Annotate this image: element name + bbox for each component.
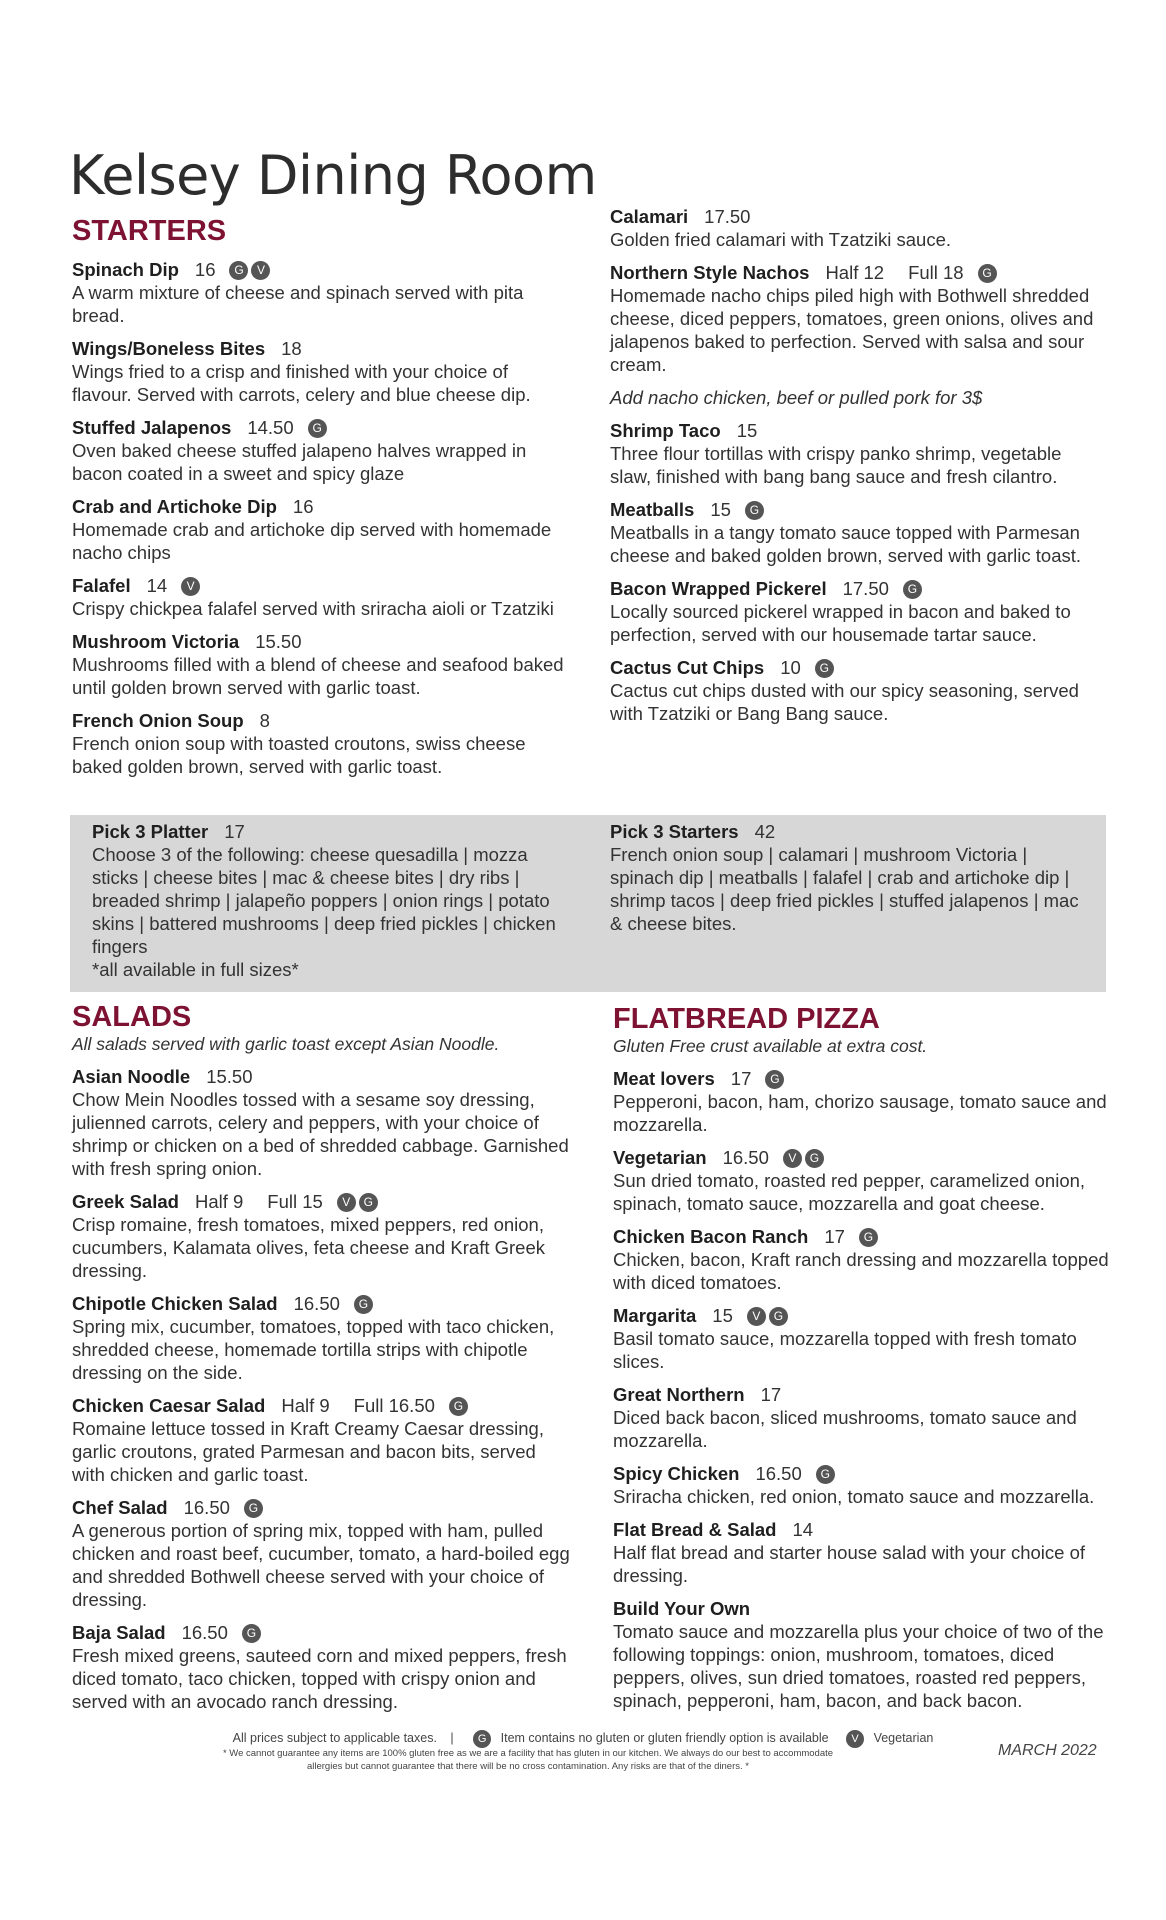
gluten-free-badge-icon: G — [449, 1397, 468, 1416]
menu-item-header — [72, 1394, 572, 1417]
menu-item-description: Crispy chickpea falafel served with sriracha aioli or Tzatziki — [72, 598, 554, 619]
menu-item-description: Fresh mixed greens, sauteed corn and mixed peppers, fresh diced tomato, taco chicken, topped with crispy onion and served with an avocado ranch dressing. — [72, 1645, 567, 1712]
menu-item-description: A generous portion of spring mix, topped with ham, pulled chicken and roast beef, cucumber, tomato, a hard-boiled egg and shredded Bothwell cheese served with your choice of dressing. — [72, 1520, 570, 1610]
footer-disclaimer-1: * We cannot guarantee any items are 100% gluten free as we are a facility that has gluten in our kitchen. We always do our best to accommodate — [222, 1748, 834, 1759]
menu-item-name: Flat Bread & Salad — [613, 1519, 777, 1540]
gluten-free-badge-icon: G — [359, 1193, 378, 1212]
menu-item-price: 8 — [259, 710, 270, 731]
menu-item-price: 14 — [792, 1519, 814, 1540]
menu-item — [72, 1190, 572, 1282]
menu-item-name: Crab and Artichoke Dip — [72, 496, 277, 517]
menu-item-description: Meatballs in a tangy tomato sauce topped with Parmesan cheese and baked golden brown, served with garlic toast. — [610, 522, 1082, 566]
menu-item-price: Half 12 — [825, 262, 885, 283]
menu-item-description: Chicken, bacon, Kraft ranch dressing and mozzarella topped with diced tomatoes. — [613, 1249, 1109, 1293]
menu-item-header — [72, 574, 572, 597]
menu-item-price: 16 — [292, 496, 314, 517]
page-title: Kelsey Dining Room — [69, 144, 597, 207]
menu-item-header — [72, 1621, 572, 1644]
menu-item-name: Margarita — [613, 1305, 697, 1326]
menu-item-header — [613, 1225, 1113, 1248]
menu-item-header — [72, 416, 572, 439]
menu-item-description: Chow Mein Noodles tossed with a sesame soy dressing, julienned carrots, celery and peppers, with your choice of shrimp or chicken on a bed of shredded cabbage. Garnished with fresh spring onion. — [72, 1089, 569, 1179]
menu-item — [72, 709, 572, 778]
gluten-free-badge-icon: G — [815, 659, 834, 678]
menu-item-price: 16.50 — [755, 1463, 802, 1484]
gluten-free-badge-icon: G — [816, 1465, 835, 1484]
menu-item-name: Meatballs — [610, 499, 695, 520]
menu-item-name: Calamari — [610, 206, 689, 227]
menu-item — [610, 498, 1100, 567]
menu-item — [72, 1496, 572, 1611]
menu-item-price: 16 — [194, 259, 216, 280]
menu-item-price: 15 — [710, 499, 731, 520]
vegetarian-badge-icon: V — [846, 1730, 864, 1748]
menu-item-description: Sun dried tomato, roasted red pepper, caramelized onion, spinach, tomato sauce, mozzarella and goat cheese. — [613, 1170, 1086, 1214]
pizza-subheading: Gluten Free crust available at extra cost. — [613, 1036, 928, 1056]
menu-item-price: 10 — [780, 657, 801, 678]
menu-item — [613, 1597, 1113, 1712]
pick-3-platter-name: Pick 3 Platter — [92, 821, 209, 842]
menu-item-name: Cactus Cut Chips — [610, 657, 765, 678]
menu-item — [72, 495, 572, 564]
gluten-free-badge-icon: G — [244, 1499, 263, 1518]
menu-date: MARCH 2022 — [998, 1742, 1097, 1759]
starters-list — [72, 258, 572, 778]
footer-taxes: All prices subject to applicable taxes. — [232, 1731, 437, 1745]
vegetarian-badge-icon: V — [181, 577, 200, 596]
menu-item-header — [613, 1304, 1113, 1327]
menu-item-name: Spinach Dip — [72, 259, 179, 280]
footer-veg-text: Vegetarian — [873, 1731, 934, 1745]
pick-3-platter-desc: Choose 3 of the following: cheese quesadilla | mozza sticks | cheese bites | mac & cheese bites | dry ribs | breaded shrimp | jalapeño poppers | onion rings | potato skins | battered mushrooms | deep fried pickles | chicken fingers — [92, 844, 556, 957]
menu-item-description: Romaine lettuce tossed in Kraft Creamy Caesar dressing, garlic croutons, grated Parmesan and bacon bits, served with chicken and garlic toast. — [72, 1418, 544, 1485]
menu-item — [72, 1394, 572, 1486]
menu-item-description: Basil tomato sauce, mozzarella topped with fresh tomato slices. — [613, 1328, 1077, 1372]
menu-item-header — [613, 1067, 1113, 1090]
gluten-free-badge-icon: G — [745, 501, 764, 520]
vegetarian-badge-icon: V — [251, 261, 270, 280]
gluten-free-badge-icon: G — [769, 1307, 788, 1326]
menu-item-description: Golden fried calamari with Tzatziki sauce. — [610, 229, 952, 250]
footer-disclaimer-2: allergies but cannot guarantee that there will be no cross contamination. Any risks are that of the diners. * — [306, 1761, 749, 1772]
menu-item-price-full: Full 16.50 — [353, 1395, 435, 1416]
menu-item-price-full: Full 15 — [267, 1191, 323, 1212]
menu-item-header — [613, 1462, 1113, 1485]
menu-item-note: Add nacho chicken, beef or pulled pork for 3$ — [610, 387, 983, 408]
menu-item-description: Half flat bread and starter house salad with your choice of dressing. — [613, 1542, 1086, 1586]
gluten-free-badge-icon: G — [903, 580, 922, 599]
menu-item — [610, 577, 1100, 646]
menu-item — [72, 337, 572, 406]
menu-item-header — [72, 1292, 572, 1315]
gluten-free-badge-icon: G — [242, 1624, 261, 1643]
salads-heading: SALADS — [72, 1001, 192, 1033]
menu-item-name: Shrimp Taco — [610, 420, 721, 441]
menu-item-price: 16.50 — [722, 1147, 769, 1168]
menu-item-header — [613, 1597, 1113, 1620]
menu-item — [613, 1067, 1113, 1136]
menu-item-name: Chipotle Chicken Salad — [72, 1293, 278, 1314]
menu-item — [72, 1065, 572, 1180]
menu-item-description: Homemade crab and artichoke dip served with homemade nacho chips — [72, 519, 552, 563]
menu-item-name: Chicken Bacon Ranch — [613, 1226, 809, 1247]
gluten-free-badge-icon: G — [859, 1228, 878, 1247]
menu-item-description: Crisp romaine, fresh tomatoes, mixed peppers, red onion, cucumbers, Kalamata olives, feta cheese and Kraft Greek dressing. — [72, 1214, 546, 1281]
starters-right-list — [610, 205, 1100, 725]
menu-item — [72, 1292, 572, 1384]
menu-item-description: Mushrooms filled with a blend of cheese and seafood baked until golden brown served with garlic toast. — [72, 654, 564, 698]
menu-item-price: Half 9 — [281, 1395, 330, 1416]
menu-item-header — [610, 205, 1100, 228]
menu-item-price: 14.50 — [247, 417, 294, 438]
menu-item-name: Meat lovers — [613, 1068, 715, 1089]
menu-item-header — [72, 495, 572, 518]
vegetarian-badge-icon: V — [747, 1307, 766, 1326]
menu-item-header — [610, 419, 1100, 442]
menu-item-description: Diced back bacon, sliced mushrooms, tomato sauce and mozzarella. — [613, 1407, 1077, 1451]
menu-item-name: Asian Noodle — [72, 1066, 191, 1087]
menu-item-header — [72, 258, 572, 281]
starters-left-column — [72, 214, 572, 778]
gluten-free-badge-icon: G — [805, 1149, 824, 1168]
gluten-free-badge-icon: G — [765, 1070, 784, 1089]
menu-item — [72, 258, 572, 327]
menu-item — [613, 1462, 1113, 1508]
menu-item-price: 17 — [824, 1226, 845, 1247]
menu-item-name: Build Your Own — [613, 1598, 751, 1619]
pizza-list — [613, 1067, 1113, 1712]
vegetarian-badge-icon: V — [783, 1149, 802, 1168]
gluten-badge-icon: G — [473, 1730, 491, 1748]
menu-item — [613, 1304, 1113, 1373]
menu-item-price: 14 — [146, 575, 168, 596]
menu-item-name: Stuffed Jalapenos — [72, 417, 232, 438]
pick-3-starters-desc: French onion soup | calamari | mushroom Victoria | spinach dip | meatballs | falafel | crab and artichoke dip | shrimp tacos | deep fried pickles | stuffed jalapenos | mac & cheese bites. — [610, 844, 1079, 934]
menu-item — [610, 261, 1100, 409]
menu-item — [610, 419, 1100, 488]
menu-item-description: Tomato sauce and mozzarella plus your choice of two of the following toppings: onion, mushroom, tomatoes, diced peppers, olives, sun dried tomatoes, roasted red peppers, spinach, pepperoni, ham, bacon, and back bacon. — [613, 1621, 1104, 1711]
menu-item-header — [613, 1518, 1113, 1541]
menu-item-price: 16.50 — [183, 1497, 230, 1518]
gluten-free-badge-icon: G — [308, 419, 327, 438]
menu-item-price: 16.50 — [293, 1293, 340, 1314]
menu-item-description: Cactus cut chips dusted with our spicy seasoning, served with Tzatziki or Bang Bang sauce. — [610, 680, 1079, 724]
gluten-free-badge-icon: G — [354, 1295, 373, 1314]
menu-item-header — [610, 498, 1100, 521]
menu-item-description: Three flour tortillas with crispy panko shrimp, vegetable slaw, finished with bang bang sauce and fresh cilantro. — [610, 443, 1062, 487]
menu-item-description: French onion soup with toasted croutons, swiss cheese baked golden brown, served with garlic toast. — [72, 733, 526, 777]
menu-item-header — [72, 337, 572, 360]
footer-legend — [0, 1730, 1166, 1748]
menu-item-price: 18 — [281, 338, 302, 359]
menu-item-description: Wings fried to a crisp and finished with your choice of flavour. Served with carrots, celery and blue cheese dip. — [72, 361, 531, 405]
menu-item-header — [72, 1190, 572, 1213]
menu-item-name: Chicken Caesar Salad — [72, 1395, 266, 1416]
menu-item-price: 17.50 — [704, 206, 751, 227]
menu-item-description: Pepperoni, bacon, ham, chorizo sausage, tomato sauce and mozzarella. — [613, 1091, 1107, 1135]
menu-item-price-full: Full 18 — [908, 262, 964, 283]
menu-item-price: 17 — [760, 1384, 782, 1405]
pizza-column — [613, 1002, 1113, 1712]
menu-item — [613, 1146, 1113, 1215]
menu-item-name: Vegetarian — [613, 1147, 707, 1168]
footer-gluten-text: Item contains no gluten or gluten friendly option is available — [500, 1731, 829, 1745]
menu-item — [610, 205, 1100, 251]
menu-item-name: Falafel — [72, 575, 131, 596]
menu-item-description: Oven baked cheese stuffed jalapeno halves wrapped in bacon coated in a sweet and spicy glaze — [72, 440, 527, 484]
menu-item-price: 15 — [712, 1305, 733, 1326]
gluten-free-badge-icon: G — [229, 261, 248, 280]
menu-item-header — [610, 656, 1100, 679]
pick-3-platter — [92, 820, 572, 981]
salads-list — [72, 1065, 572, 1713]
salads-subheading: All salads served with garlic toast except Asian Noodle. — [72, 1034, 500, 1054]
menu-item-header — [72, 709, 572, 732]
menu-item — [72, 630, 572, 699]
menu-item — [72, 416, 572, 485]
menu-item-header — [72, 630, 572, 653]
menu-item-header — [72, 1496, 572, 1519]
vegetarian-badge-icon: V — [337, 1193, 356, 1212]
menu-item-header — [613, 1383, 1113, 1406]
menu-item-name: Great Northern — [613, 1384, 745, 1405]
menu-item-name: Bacon Wrapped Pickerel — [610, 578, 827, 599]
menu-item — [613, 1383, 1113, 1452]
menu-item-name: Spicy Chicken — [613, 1463, 740, 1484]
menu-item — [613, 1225, 1113, 1294]
footer-separator: | — [450, 1731, 454, 1745]
menu-item-name: Baja Salad — [72, 1622, 166, 1643]
starters-heading: STARTERS — [72, 215, 227, 247]
menu-item-name: Chef Salad — [72, 1497, 168, 1518]
menu-item-name: Northern Style Nachos — [610, 262, 810, 283]
menu-item — [613, 1518, 1113, 1587]
menu-item-name: Greek Salad — [72, 1191, 179, 1212]
menu-item-price: 17 — [730, 1068, 752, 1089]
menu-item — [610, 656, 1100, 725]
pick-3-starters-name: Pick 3 Starters — [610, 821, 739, 842]
menu-item-description: A warm mixture of cheese and spinach served with pita bread. — [72, 282, 524, 326]
menu-item-name: Mushroom Victoria — [72, 631, 240, 652]
menu-item-description: Sriracha chicken, red onion, tomato sauce and mozzarella. — [613, 1486, 1095, 1507]
menu-item-description: Spring mix, cucumber, tomatoes, topped with taco chicken, shredded cheese, homemade tortilla strips with chipotle dressing on the side. — [72, 1316, 555, 1383]
menu-item-header — [613, 1146, 1113, 1169]
pick-3-platter-note: *all available in full sizes* — [92, 959, 299, 980]
menu-item-header — [72, 1065, 572, 1088]
pick-3-platter-price: 17 — [224, 821, 245, 842]
pick-3-starters-price: 42 — [754, 821, 776, 842]
menu-item-price: 15 — [736, 420, 758, 441]
menu-item-price: 15.50 — [255, 631, 302, 652]
gluten-free-badge-icon: G — [978, 264, 997, 283]
menu-item-description: Locally sourced pickerel wrapped in bacon and baked to perfection, served with our housemade tartar sauce. — [610, 601, 1071, 645]
menu-item-price: Half 9 — [194, 1191, 244, 1212]
menu-item-price: 16.50 — [181, 1622, 228, 1643]
menu-item-name: French Onion Soup — [72, 710, 244, 731]
pizza-heading: FLATBREAD PIZZA — [613, 1003, 880, 1035]
menu-item-header — [610, 261, 1100, 284]
menu-item-price: 17.50 — [842, 578, 889, 599]
menu-item-name: Wings/Boneless Bites — [72, 338, 266, 359]
menu-item — [72, 574, 572, 620]
menu-item-description: Homemade nacho chips piled high with Bothwell shredded cheese, diced peppers, tomatoes, green onions, olives and jalapenos baked to perfection. Served with salsa and sour cream. — [610, 285, 1094, 375]
salads-column — [72, 1000, 572, 1713]
starters-right-column — [610, 205, 1100, 725]
pick-3-starters — [610, 820, 1090, 935]
menu-item — [72, 1621, 572, 1713]
menu-item-price: 15.50 — [206, 1066, 253, 1087]
menu-item-header — [610, 577, 1100, 600]
